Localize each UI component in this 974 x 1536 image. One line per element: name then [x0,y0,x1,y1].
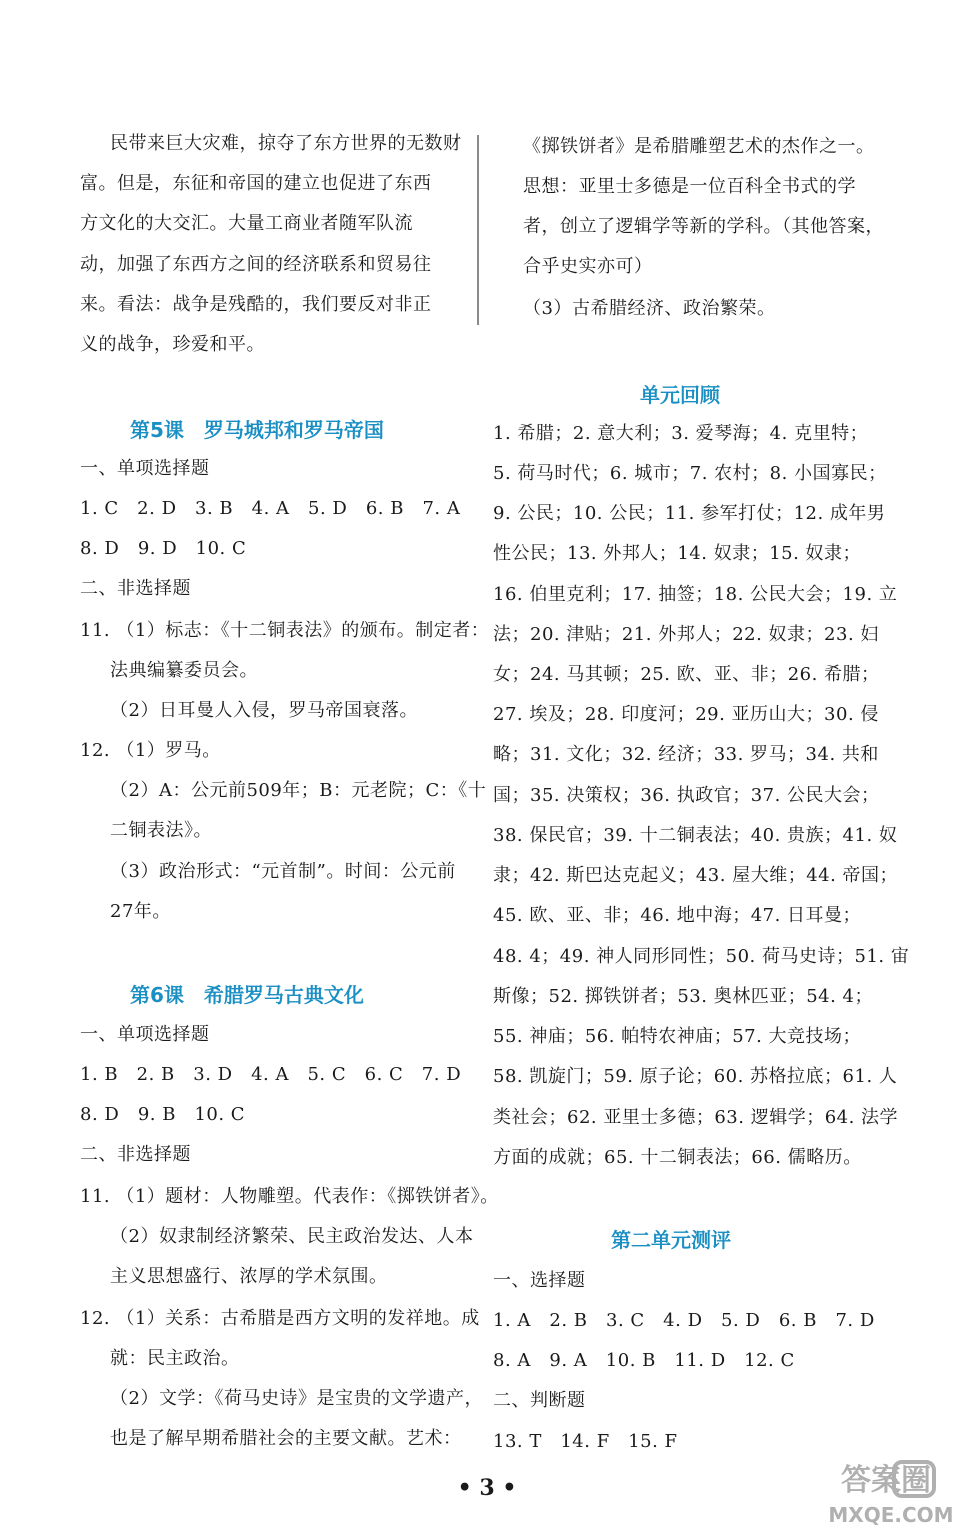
lesson6-title: 第6课 希腊罗马古典文化 [130,983,364,1007]
answer-line: 1. C 2. D 3. B 4. A 5. D 6. B 7. A [80,498,461,519]
answer-line: 1. A 2. B 3. C 4. D 5. D 6. B 7. D [493,1310,875,1331]
answer-line: 58. 凯旋门；59. 原子论；60. 苏格拉底；61. 人 [493,1066,898,1087]
answer-line: 8. A 9. A 10. B 11. D 12. C [493,1350,795,1371]
answer-line: 隶；42. 斯巴达克起义；43. 屋大维；44. 帝国； [493,865,899,886]
answer-line: 55. 神庙；56. 帕特农神庙；57. 大竞技场； [493,1026,862,1047]
answer-line: 12. （1）关系：古希腊是西方文明的发祥地。成 [80,1308,480,1329]
text-line: 富。但是，东征和帝国的建立也促进了东西 [80,173,432,194]
answer-line: 45. 欧、亚、非；46. 地中海；47. 日耳曼； [493,905,862,926]
text-line: 合乎史实亦可） [523,256,653,277]
answer-line: 就：民主政治。 [110,1348,240,1369]
text-line: 义的战争，珍爱和平。 [80,334,265,355]
answer-line: 9. 公民；10. 公民；11. 参军打仗；12. 成年男 [493,503,886,524]
answer-line: 法典编纂委员会。 [110,660,258,681]
answer-line: 27. 埃及；28. 印度河；29. 亚历山大；30. 侵 [493,704,879,725]
answer-line: 38. 保民官；39. 十二铜表法；40. 贵族；41. 奴 [493,825,898,846]
answer-line: 8. D 9. B 10. C [80,1104,246,1125]
answer-line: 性公民；13. 外邦人；14. 奴隶；15. 奴隶； [493,543,862,564]
answer-line: 二铜表法》。 [110,820,212,841]
answer-line: 13. T 14. F 15. F [493,1431,678,1452]
section-label: 二、判断题 [493,1390,586,1411]
page-number: • 3 • [457,1475,517,1501]
answer-line: 1. 希腊；2. 意大利；3. 爱琴海；4. 克里特； [493,423,869,444]
section-label: 一、单项选择题 [80,1024,210,1045]
answer-line: 48. 4；49. 神人同形同性；50. 荷马史诗；51. 宙 [493,946,910,967]
answer-line: （3）政治形式：“元首制”。时间：公元前 [110,861,456,882]
unit-test-title: 第二单元测评 [611,1228,731,1252]
answer-line: 5. 荷马时代；6. 城市；7. 农村；8. 小国寡民； [493,463,887,484]
answer-line: 主义思想盛行、浓厚的学术氛围。 [110,1266,388,1287]
answer-line: 27年。 [110,901,171,922]
answer-line: 法；20. 津贴；21. 外邦人；22. 奴隶；23. 妇 [493,624,879,645]
text-line: （3）古希腊经济、政治繁荣。 [523,298,776,319]
text-line: 民带来巨大灾难，掠夺了东方世界的无数财 [110,133,462,154]
lesson5-title: 第5课 罗马城邦和罗马帝国 [130,418,384,442]
answer-line: 也是了解早期希腊社会的主要文献。艺术： [110,1428,462,1449]
answer-line: 11. （1）题材：人物雕塑。代表作：《掷铁饼者》。 [80,1186,499,1207]
svg-text:答案圈: 答案圈 [841,1463,931,1498]
text-line: 来。看法：战争是残酷的，我们要反对非正 [80,294,432,315]
answer-line: 方面的成就；65. 十二铜表法；66. 儒略历。 [493,1147,862,1168]
answer-line: 类社会；62. 亚里士多德；63. 逻辑学；64. 法学 [493,1107,899,1128]
text-line: 动，加强了东西方之间的经济联系和贸易往 [80,254,432,275]
section-label: 二、非选择题 [80,1144,191,1165]
answer-line: 1. B 2. B 3. D 4. A 5. C 6. C 7. D [80,1064,462,1085]
answer-line: （2）奴隶制经济繁荣、民主政治发达、人本 [110,1226,474,1247]
column-divider [477,135,479,325]
answer-line: （2）文学：《荷马史诗》是宝贵的文学遗产， [110,1388,483,1409]
unit-review-title: 单元回顾 [640,383,720,407]
answer-line: 国；35. 决策权；36. 执政官；37. 公民大会； [493,785,880,806]
answer-line: 女；24. 马其顿；25. 欧、亚、非；26. 希腊； [493,664,880,685]
text-line: 者，创立了逻辑学等新的学科。（其他答案， [523,216,884,237]
answer-line: 略；31. 文化；32. 经济；33. 罗马；34. 共和 [493,744,879,765]
section-label: 一、选择题 [493,1270,586,1291]
answer-line: 8. D 9. D 10. C [80,538,247,559]
answer-line: 11. （1）标志：《十二铜表法》的颁布。制定者： [80,620,490,641]
text-line: 思想：亚里士多德是一位百科全书式的学 [523,176,856,197]
watermark-logo [816,1458,966,1528]
section-label: 一、单项选择题 [80,458,210,479]
text-line: 《掷铁饼者》是希腊雕塑艺术的杰作之一。 [523,136,875,157]
answer-line: （2）日耳曼人入侵，罗马帝国衰落。 [110,700,418,721]
answer-line: （2）A：公元前509年；B：元老院；C：《十 [110,780,487,801]
answer-line: 斯像；52. 掷铁饼者；53. 奥林匹亚；54. 4； [493,986,873,1007]
svg-text:MXQE.COM: MXQE.COM [828,1503,954,1527]
text-line: 方文化的大交汇。大量工商业者随军队流 [80,213,413,234]
section-label: 二、非选择题 [80,578,191,599]
answer-line: 12. （1）罗马。 [80,740,221,761]
answer-line: 16. 伯里克利；17. 抽签；18. 公民大会；19. 立 [493,584,898,605]
